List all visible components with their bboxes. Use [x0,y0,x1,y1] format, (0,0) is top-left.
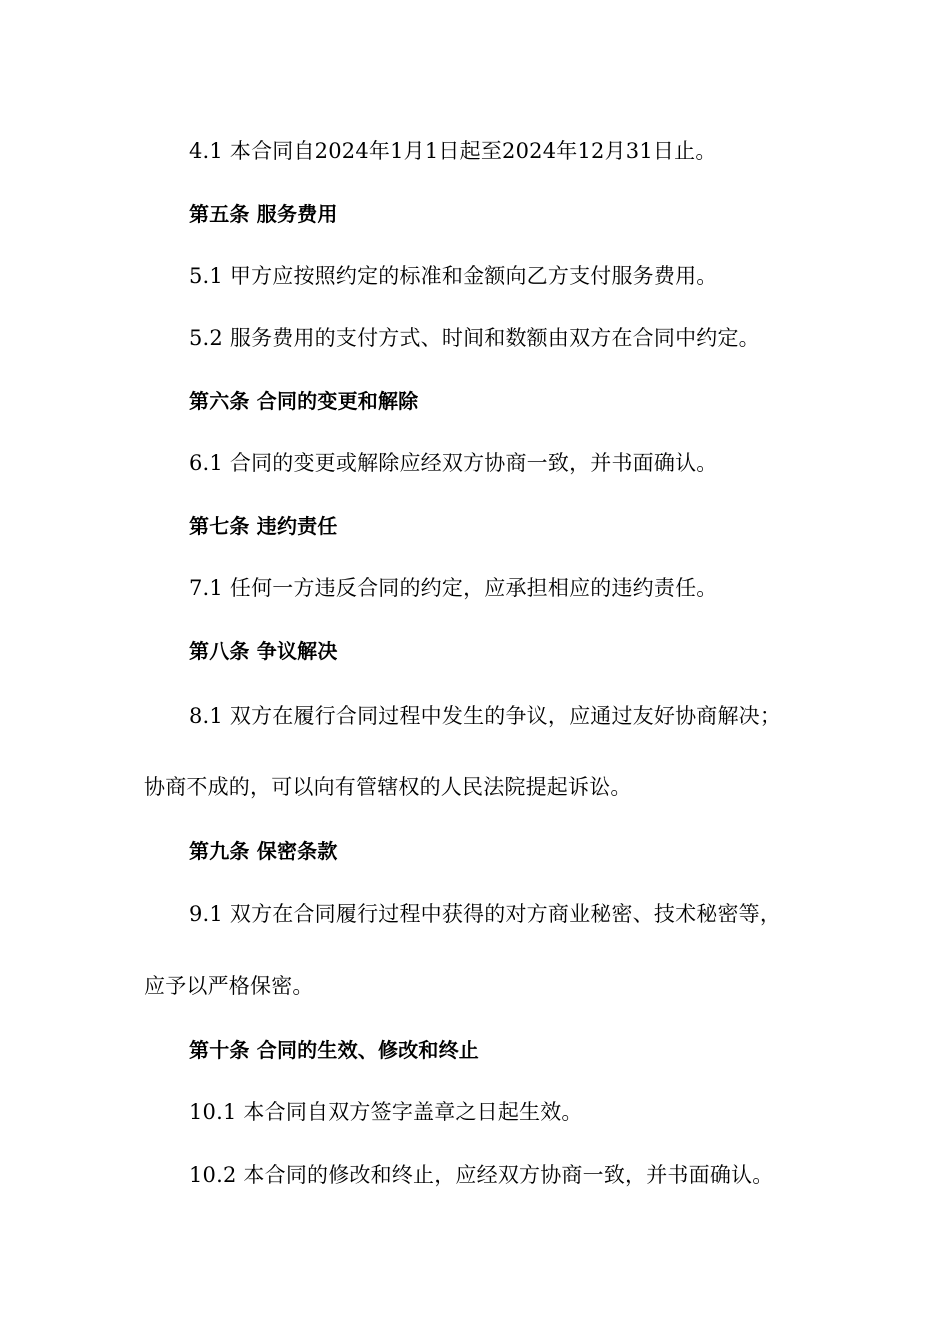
heading-article-7: 第七条 违约责任 [189,514,338,538]
clause-5-1: 5.1 甲方应按照约定的标准和金额向乙方支付服务费用。 [189,264,718,288]
heading-article-9: 第九条 保密条款 [189,839,338,863]
clause-10-2: 10.2 本合同的修改和终止，应经双方协商一致，并书面确认。 [189,1163,774,1187]
heading-article-6: 第六条 合同的变更和解除 [189,389,419,413]
clause-8-1-line-2: 协商不成的，可以向有管辖权的人民法院提起诉讼。 [144,775,632,799]
heading-article-10: 第十条 合同的生效、修改和终止 [189,1038,479,1062]
clause-6-1: 6.1 合同的变更或解除应经双方协商一致，并书面确认。 [189,451,718,475]
clause-9-1-line-2: 应予以严格保密。 [144,974,314,998]
heading-article-8: 第八条 争议解决 [189,639,338,663]
clause-8-1-line-1: 8.1 双方在履行合同过程中发生的争议，应通过友好协商解决； [189,704,782,728]
clause-4-1: 4.1 本合同自2024年1月1日起至2024年12月31日止。 [189,139,717,163]
clause-5-2: 5.2 服务费用的支付方式、时间和数额由双方在合同中约定。 [189,326,760,350]
clause-10-1: 10.1 本合同自双方签字盖章之日起生效。 [189,1100,583,1124]
clause-7-1: 7.1 任何一方违反合同的约定，应承担相应的违约责任。 [189,576,718,600]
clause-9-1-line-1: 9.1 双方在合同履行过程中获得的对方商业秘密、技术秘密等， [189,902,782,926]
heading-article-5: 第五条 服务费用 [189,202,338,226]
